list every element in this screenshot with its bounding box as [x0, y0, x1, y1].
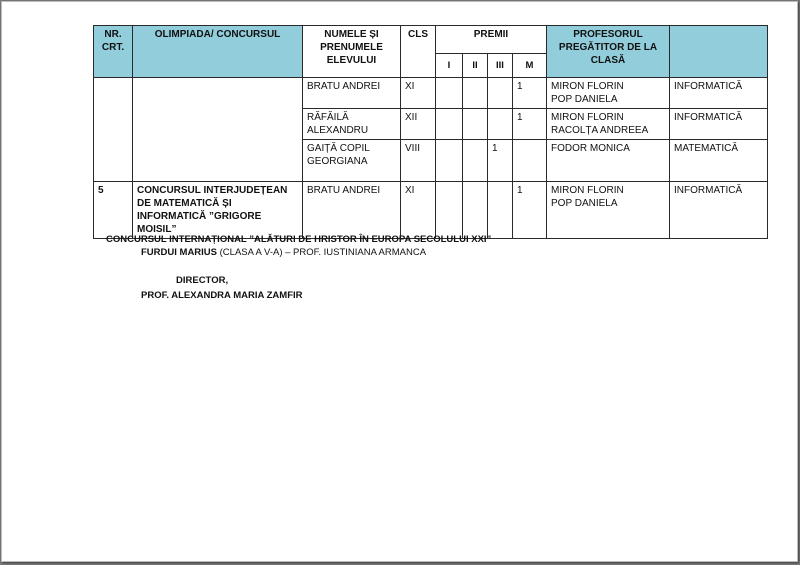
- row-class-cell: XI: [401, 78, 436, 109]
- row-nr-cell: 5: [94, 182, 133, 239]
- row-prize-i-cell: [436, 182, 463, 239]
- row-teacher-cell: MIRON FLORIN POP DANIELA: [547, 182, 670, 239]
- awards-table: [93, 25, 768, 239]
- row-teacher-cell: FODOR MONICA: [547, 140, 670, 182]
- row-prize-ii-cell: [463, 182, 488, 239]
- row-prize-iii-cell: [488, 182, 513, 239]
- student-detail: (CLASA A V-A) – PROF. IUSTINIANA ARMANCA: [219, 247, 427, 258]
- row-contest-cell: [133, 78, 303, 182]
- row-prize-iii-cell: 1: [488, 140, 513, 182]
- row-class-cell: XI: [401, 182, 436, 239]
- table-row: [94, 78, 768, 109]
- row-prize-i-cell: [436, 140, 463, 182]
- header-premii: PREMII: [436, 26, 547, 54]
- row-prize-i-cell: [436, 109, 463, 140]
- row-prize-m-cell: 1: [513, 78, 547, 109]
- row-class-cell: XII: [401, 109, 436, 140]
- row-contest-cell: CONCURSUL INTERJUDEȚEAN DE MATEMATICĂ ȘI INFORMATICĂ ”GRIGORE MOISIL”: [133, 182, 303, 239]
- header-profesor: PROFESORUL PREGĂTITOR DE LA CLASĂ: [547, 26, 670, 78]
- director-name: PROF. ALEXANDRA MARIA ZAMFIR: [141, 290, 303, 301]
- row-student-cell: GAIȚĂ COPIL GEORGIANA: [303, 140, 401, 182]
- row-prize-iii-cell: [488, 109, 513, 140]
- header-olimpiada: OLIMPIADA/ CONCURSUL: [133, 26, 303, 78]
- header-prize-i: I: [436, 54, 463, 78]
- row-prize-i-cell: [436, 78, 463, 109]
- header-prize-m: M: [513, 54, 547, 78]
- director-title: DIRECTOR,: [176, 275, 229, 286]
- row-prize-ii-cell: [463, 140, 488, 182]
- row-subject-cell: INFORMATICĂ: [670, 78, 768, 109]
- header-prize-iii: III: [488, 54, 513, 78]
- row-nr-cell: [94, 78, 133, 182]
- row-subject-cell: MATEMATICĂ: [670, 140, 768, 182]
- row-student-cell: RĂFĂILĂ ALEXANDRU: [303, 109, 401, 140]
- header-disciplina: [670, 26, 768, 78]
- row-student-cell: BRATU ANDREI: [303, 78, 401, 109]
- header-numele: NUMELE ȘI PRENUMELE ELEVULUI: [303, 26, 401, 78]
- row-teacher-cell: MIRON FLORIN POP DANIELA: [547, 78, 670, 109]
- row-prize-m-cell: 1: [513, 109, 547, 140]
- row-prize-m-cell: 1: [513, 182, 547, 239]
- row-prize-ii-cell: [463, 109, 488, 140]
- international-contest-title: CONCURSUL INTERNAȚIONAL ”ALĂTURI DE HRISTOR ÎN EUROPA SECOLULUI XXI”: [106, 234, 492, 245]
- international-contest-student: [141, 247, 426, 258]
- row-student-cell: BRATU ANDREI: [303, 182, 401, 239]
- row-class-cell: VIII: [401, 140, 436, 182]
- header-cls: CLS: [401, 26, 436, 78]
- header-prize-ii: II: [463, 54, 488, 78]
- student-name: FURDUI MARIUS: [141, 247, 217, 258]
- header-nr-crt: NR. CRT.: [94, 26, 133, 78]
- row-teacher-cell: MIRON FLORIN RACOLȚA ANDREEA: [547, 109, 670, 140]
- row-prize-iii-cell: [488, 78, 513, 109]
- row-prize-ii-cell: [463, 78, 488, 109]
- row-prize-m-cell: [513, 140, 547, 182]
- document-page: [1, 1, 798, 562]
- row-subject-cell: INFORMATICĂ: [670, 109, 768, 140]
- table-row: [94, 182, 768, 239]
- row-subject-cell: INFORMATICĂ: [670, 182, 768, 239]
